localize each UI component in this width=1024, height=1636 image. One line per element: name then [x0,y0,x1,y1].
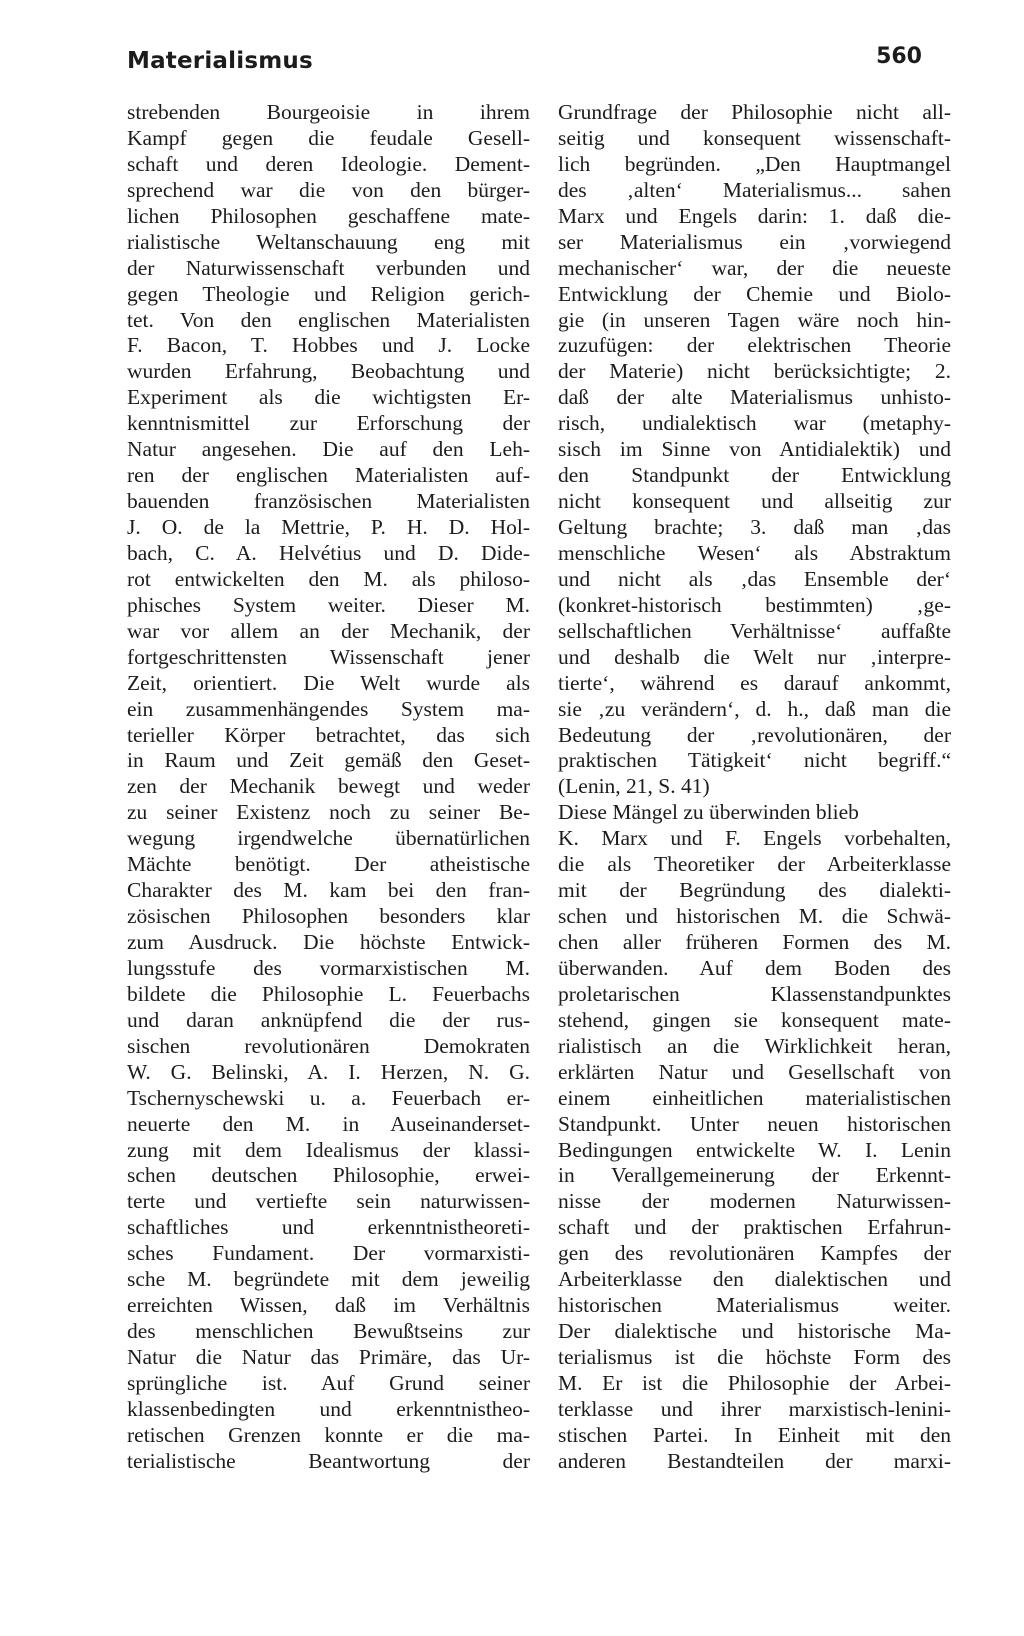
text-line: Diese Mängel zu überwinden blieb [558,800,859,825]
text-line: die als Theoretiker der Arbeiterklasse [558,852,951,877]
text-line: zum Ausdruck. Die höchste Entwick- [127,930,530,954]
text-line: bach, C. A. Helvétius und D. Dide- [127,540,530,565]
text-line: klassenbedingten und erkenntnistheo- [127,1396,530,1421]
text-line: erreichten Wissen, daß im Verhältnis [127,1293,530,1318]
text-line: gen des revolutionären Kampfes der [558,1241,951,1266]
text-line: nisse der modernen Naturwissen- [558,1189,951,1214]
text-line: F. Bacon, T. Hobbes und J. Locke [127,333,530,358]
text-line: nicht konsequent und allseitig zur [558,489,951,514]
text-line: ser Materialismus ein ‚vorwiegend [558,229,951,254]
text-line: Bedeutung der ‚revolutionären, der [558,722,951,747]
text-line: sche M. begründete mit dem jeweilig [127,1267,530,1292]
text-line: der Naturwissenschaft verbunden und [127,255,530,280]
text-line: schen und historischen M. die Schwä- [558,904,951,929]
text-line: der Materie) nicht berücksichtigte; 2. [558,359,951,384]
text-line: (konkret-historisch bestimmten) ‚ge- [558,592,951,617]
text-line: sisch im Sinne von Antidialektik) und [558,437,951,462]
text-line: schaft und deren Ideologie. Dement- [127,151,530,176]
text-line: sches Fundament. Der vormarxisti- [127,1241,530,1266]
text-line: mechanischer‘ war, der die neueste [558,255,951,280]
text-line: sie ‚zu verändern‘, d. h., daß man die [558,696,951,721]
text-line: erklärten Natur und Gesellschaft von [558,1059,951,1084]
text-line: zung mit dem Idealismus der klassi- [127,1137,530,1162]
text-line: Der dialektische und historische Ma- [558,1319,951,1344]
text-line: schaft und der praktischen Erfahrun- [558,1215,951,1240]
text-line: gie (in unseren Tagen wäre noch hin- [558,307,951,332]
text-line: sprüngliche ist. Auf Grund seiner [127,1370,530,1395]
text-line: strebenden Bourgeoisie in ihrem [127,100,530,124]
text-line: retischen Grenzen konnte er die ma- [127,1422,530,1447]
text-line: stehend, gingen sie konsequent mate- [558,1007,951,1032]
text-line: J. O. de la Mettrie, P. H. D. Hol- [127,515,530,539]
text-line: Zeit, orientiert. Die Welt wurde als [127,670,530,695]
text-line: phisches System weiter. Dieser M. [127,592,530,617]
text-line: zuzufügen: der elektrischen Theorie [558,333,951,358]
text-column-right [558,100,951,1475]
text-line: bauenden französischen Materialisten [127,489,530,514]
text-line: Geltung brachte; 3. daß man ‚das [558,515,951,539]
text-column-left [127,100,530,1475]
text-line: chen aller früheren Formen des M. [558,930,951,954]
text-line: lichen Philosophen geschaffene mate- [127,203,530,228]
text-line: praktischen Tätigkeit‘ nicht begriff.“ [558,748,951,773]
text-line: menschliche Wesen‘ als Abstraktum [558,540,951,565]
text-line: neuerte den M. in Auseinanderset- [127,1111,530,1136]
text-line: und deshalb die Welt nur ‚interpre- [558,644,951,669]
text-line: rialistische Weltanschauung eng mit [127,229,530,254]
text-line: anderen Bestandteilen der marxi- [558,1448,951,1473]
text-line: lungsstufe des vormarxistischen M. [127,955,530,980]
text-line: Charakter des M. kam bei den fran- [127,878,530,903]
text-line: rialistisch an die Wirklichkeit heran, [558,1033,951,1058]
text-line: Entwicklung der Chemie und Biolo- [558,281,951,306]
text-line: (Lenin, 21, S. 41) [558,774,710,799]
text-line: in Raum und Zeit gemäß den Geset- [127,748,530,773]
text-line: einem einheitlichen materialistischen [558,1085,951,1110]
text-line: terialismus ist die höchste Form des [558,1345,951,1369]
text-line: wurden Erfahrung, Beobachtung und [127,359,530,384]
text-line: Natur die Natur das Primäre, das Ur- [127,1345,530,1369]
text-line: K. Marx und F. Engels vorbehalten, [558,826,951,851]
text-line: M. Er ist die Philosophie der Arbei- [558,1370,951,1395]
text-line: terieller Körper betrachtet, das sich [127,722,530,747]
text-line: zen der Mechanik bewegt und weder [127,774,530,799]
text-line: rot entwickelten den M. als philoso- [127,566,530,591]
text-line: proletarischen Klassenstandpunktes [558,981,951,1006]
text-line: fortgeschrittensten Wissenschaft jener [127,644,530,669]
text-line: seitig und konsequent wissenschaft- [558,125,951,150]
text-line: Bedingungen entwickelte W. I. Lenin [558,1137,951,1162]
text-line: Arbeiterklasse den dialektischen und [558,1267,951,1292]
text-line: terte und vertiefte sein naturwissen- [127,1189,530,1214]
text-line: in Verallgemeinerung der Erkennt- [558,1163,951,1188]
text-line: gegen Theologie und Religion gerich- [127,281,530,306]
text-line: Experiment als die wichtigsten Er- [127,385,530,410]
text-line: und nicht als ‚das Ensemble der‘ [558,566,951,591]
text-line: war vor allem an der Mechanik, der [127,618,530,643]
text-line: überwanden. Auf dem Boden des [558,955,951,980]
text-line: des ‚alten‘ Materialismus... sahen [558,177,951,202]
text-line: tierte‘, während es darauf ankommt, [558,670,951,695]
text-line: Grundfrage der Philosophie nicht all- [558,100,951,124]
text-line: Standpunkt. Unter neuen historischen [558,1111,951,1136]
text-line: ein zusammenhängendes System ma- [127,696,530,721]
text-line: wegung irgendwelche übernatürlichen [127,826,530,851]
text-line: schen deutschen Philosophie, erwei- [127,1163,530,1188]
text-line: tet. Von den englischen Materialisten [127,307,530,332]
text-line: ren der englischen Materialisten auf- [127,463,530,488]
text-line: zu seiner Existenz noch zu seiner Be- [127,800,530,825]
page-title: Materialismus [127,48,313,74]
text-line: stischen Partei. In Einheit mit den [558,1422,951,1447]
text-line: risch, undialektisch war (metaphy- [558,411,951,436]
text-line: bildete die Philosophie L. Feuerbachs [127,981,530,1006]
text-line: historischen Materialismus weiter. [558,1293,951,1318]
text-line: kenntnismittel zur Erforschung der [127,411,530,436]
text-line: sellschaftlichen Verhältnisse‘ auffaßte [558,618,951,643]
text-line: zösischen Philosophen besonders klar [127,904,530,929]
text-line: terklasse und ihrer marxistisch-lenini- [558,1396,951,1421]
text-line: Marx und Engels darin: 1. daß die- [558,203,951,228]
page-number: 560 [876,44,922,69]
text-line: des menschlichen Bewußtseins zur [127,1319,530,1344]
text-line: schaftliches und erkenntnistheoreti- [127,1215,530,1240]
text-line: Kampf gegen die feudale Gesell- [127,125,530,150]
text-line: mit der Begründung des dialekti- [558,878,951,903]
text-line: W. G. Belinski, A. I. Herzen, N. G. [127,1059,530,1084]
text-line: Mächte benötigt. Der atheistische [127,852,530,877]
text-line: sischen revolutionären Demokraten [127,1033,530,1058]
text-line: Tschernyschewski u. a. Feuerbach er- [127,1085,530,1110]
text-line: den Standpunkt der Entwicklung [558,463,951,488]
text-line: terialistische Beantwortung der [127,1448,530,1473]
text-line: und daran anknüpfend die der rus- [127,1007,530,1032]
text-line: lich begründen. „Den Hauptmangel [558,151,951,176]
text-line: Natur angesehen. Die auf den Leh- [127,437,530,462]
text-line: daß der alte Materialismus unhisto- [558,385,951,410]
text-line: sprechend war die von den bürger- [127,177,530,202]
